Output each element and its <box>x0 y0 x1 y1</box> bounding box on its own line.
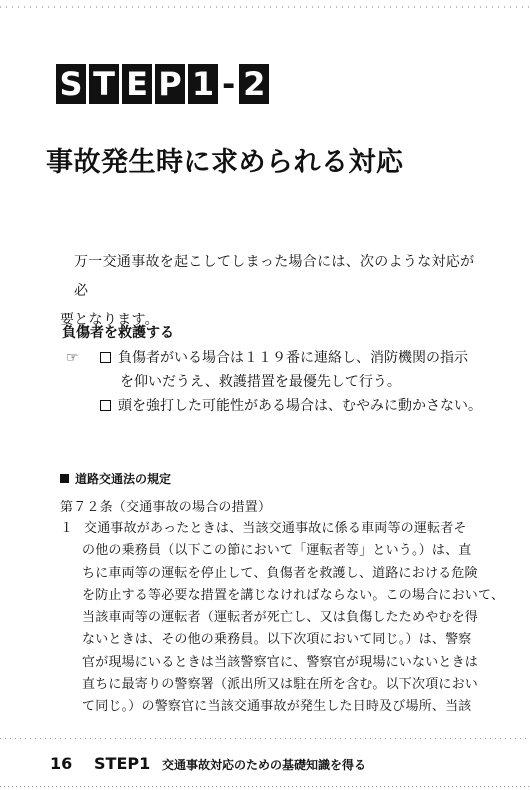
law-heading <box>60 470 171 487</box>
page-number: 16 <box>50 754 73 773</box>
checklist-item-line-1: 負傷者がいる場合は１１９番に連絡し、消防機関の指示 <box>118 350 468 366</box>
rescue-heading: 負傷者を救護する <box>62 325 174 341</box>
checklist-item-text <box>66 346 486 394</box>
page-footer <box>50 754 366 773</box>
step-number-major: 1 <box>188 64 218 104</box>
step-letter-s: S <box>56 64 86 104</box>
article-line: の他の乗務員（以下この節において「運転者等」という。）は、直 <box>82 543 472 559</box>
step-dash: - <box>222 65 236 103</box>
intro-line-2: 要となります。 <box>60 312 159 328</box>
step-letter-e: E <box>122 64 152 104</box>
checklist-item <box>66 346 486 394</box>
step-label <box>56 64 269 104</box>
checklist-item-line-2: を仰いだうえ、救護措置を最優先して行う。 <box>120 374 401 390</box>
step-number-minor: 2 <box>239 64 269 104</box>
rescue-checklist <box>66 346 486 418</box>
scan-artifact-bottom-edge <box>0 786 530 787</box>
pointing-hand-icon: ☞ <box>66 350 79 366</box>
checklist-item-text: 頭を強打した可能性がある場合は、むやみに動かさない。 <box>118 398 482 414</box>
checkbox-icon <box>100 352 111 363</box>
footer-step-name: STEP1 <box>94 754 151 773</box>
article-title: 第７２条（交通事故の場合の措置） <box>60 500 272 515</box>
article-line: て同じ。）の警察官に当該交通事故が発生した日時及び場所、当該 <box>82 699 472 715</box>
step-letter-t: T <box>89 64 119 104</box>
article-line: ないときは、その他の乗務員。以下次項において同じ。）は、警察 <box>82 632 472 648</box>
law-heading-text: 道路交通法の規定 <box>75 472 172 486</box>
article-body <box>60 518 505 719</box>
black-square-icon <box>60 474 69 483</box>
article-line: 官が現場にいるときは当該警察官に、警察官が現場にいないときは <box>82 654 479 670</box>
footer-book-title: 交通事故対応のための基礎知識を得る <box>162 758 367 772</box>
article-line: ちに車両等の運転を停止して、負傷者を救護し、道路における危険 <box>82 565 478 581</box>
scan-artifact-bottom <box>0 738 530 739</box>
paragraph-number: １ <box>60 521 74 536</box>
checkbox-icon <box>100 400 111 411</box>
checklist-item <box>66 394 486 418</box>
intro-line-1: 万一交通事故を起こしてしまった場合には、次のような対応が必 <box>74 254 475 299</box>
step-letter-p: P <box>155 64 185 104</box>
article-line: １ 交通事故があったときは、当該交通事故に係る車両等の運転者そ <box>60 518 478 540</box>
article-line: を防止する等必要な措置を講じなければならない。この場合において、 <box>82 587 505 603</box>
article-line: 当該車両等の運転者（運転者が死亡し、又は負傷したためやむを得 <box>82 610 479 626</box>
article-line: 直ちに最寄りの警察署（派出所又は駐在所を含む。以下次項におい <box>82 677 479 693</box>
page-title: 事故発生時に求められる対応 <box>46 147 404 178</box>
scan-artifact-top <box>0 6 530 8</box>
